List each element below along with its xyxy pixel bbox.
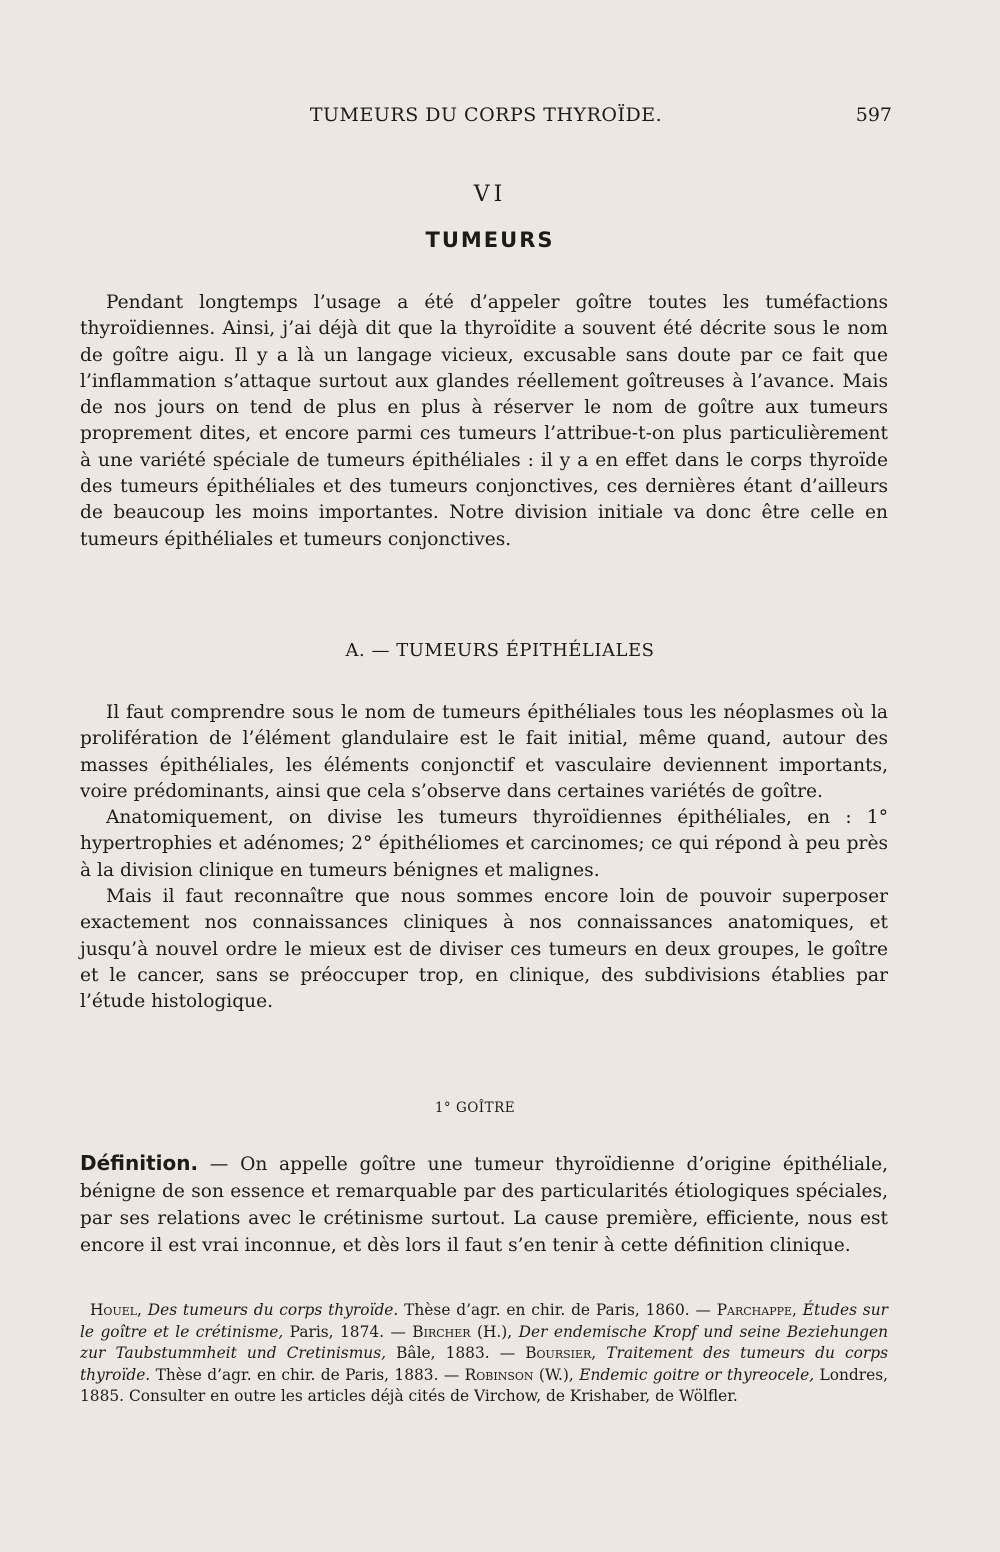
ref-title: Traitement des tumeurs du corps thyroïde. bbox=[80, 1344, 889, 1384]
footnote-paragraph bbox=[80, 1300, 888, 1408]
page-number: 597 bbox=[855, 104, 892, 126]
ref-author: Houel, bbox=[90, 1301, 142, 1319]
section-a-paragraph-2: Anatomiquement, on divise les tumeurs thyroïdiennes épithéliales, en : 1° hypertrophies et adénomes; 2° épithéliomes et carcinomes; ce qui répond à peu près à la division clinique en tumeurs bénignes et malignes. bbox=[80, 807, 888, 881]
intro-section bbox=[80, 290, 888, 553]
ref-author: Parchappe, bbox=[716, 1301, 797, 1319]
ref-details: Bâle, 1883. — bbox=[386, 1344, 526, 1362]
definition-text: — On appelle goître une tumeur thyroïdienne d’origine épithéliale, bénigne de son essence et remarquable par des particularités étiologiques spéciales, par ses relations avec le crétinisme surtout. La cause première, efficiente, nous est encore il est vrai inconnue, et dès lors il faut s’en tenir à cette définition clinique. bbox=[80, 1154, 888, 1256]
definition-term: Définition. bbox=[80, 1151, 199, 1175]
ref-title: Études sur le goître et le crétinisme, bbox=[80, 1301, 888, 1341]
ref-details: Thèse d’agr. en chir. de Paris, 1860. — bbox=[398, 1301, 717, 1319]
running-head bbox=[80, 104, 892, 134]
section-a-heading: A. — TUMEURS ÉPITHÉLIALES bbox=[345, 640, 655, 661]
ref-initial: (H.), bbox=[470, 1322, 519, 1341]
chapter-title: TUMEURS bbox=[425, 228, 555, 252]
ref-author: Boursier, bbox=[525, 1344, 597, 1362]
ref-details: Londres, 1885. Consulter en outre les articles déjà cités de Virchow, de Krishaber, de Wölfler. bbox=[80, 1365, 888, 1405]
subsection-goitre-heading: 1° GOÎTRE bbox=[434, 1100, 516, 1116]
section-a-body bbox=[80, 700, 888, 1016]
definition-paragraph bbox=[80, 1150, 888, 1259]
ref-title: Der endemische Kropf und seine Beziehungen zur Taubstummheit und Cretinismus, bbox=[80, 1322, 889, 1362]
ref-title: Des tumeurs du corps thyroïde. bbox=[147, 1301, 399, 1319]
bibliography-footnote bbox=[80, 1300, 888, 1408]
intro-paragraph: Pendant longtemps l’usage a été d’appeler goître toutes les tuméfactions thyroïdiennes. Ainsi, j’ai déjà dit que la thyroïdite a souvent été décrite sous le nom de goître aigu. Il y a là un langage vicieux, excusable sans doute par ce fait que l’inflammation s’attaque surtout aux glandes réellement goîtreuses à l’avance. Mais de nos jours on tend de plus en plus à réserver le nom de goître aux tumeurs proprement dites, et encore parmi ces tumeurs l’attribue-t-on plus particulièrement à une variété spéciale de tumeurs épithéliales : il y a en effet dans le corps thyroïde des tumeurs épithéliales et des tumeurs conjonctives, ces dernières étant d’ailleurs de beaucoup les moins importantes. Notre division initiale va donc être celle en tumeurs épithéliales et tumeurs conjonctives. bbox=[80, 292, 888, 550]
ref-author: Bircher bbox=[412, 1322, 471, 1341]
ref-details: Paris, 1874. — bbox=[283, 1322, 413, 1341]
ref-initial: (W.), bbox=[533, 1365, 580, 1384]
chapter-number: VI bbox=[473, 182, 507, 207]
definition-block bbox=[80, 1150, 888, 1259]
running-title: TUMEURS DU CORPS THYROÏDE. bbox=[309, 104, 663, 126]
ref-title: Endemic goitre or thyreocele, bbox=[579, 1365, 815, 1384]
section-a-paragraph-3: Mais il faut reconnaître que nous sommes encore loin de pouvoir superposer exactement nos connaissances cliniques à nos connaissances anatomiques, et jusqu’à nouvel ordre le mieux est de diviser ces tumeurs en deux groupes, le goître et le cancer, sans se préoccuper trop, en clinique, des subdivisions établies par l’étude histologique. bbox=[80, 886, 888, 1013]
ref-details: Thèse d’agr. en chir. de Paris, 1883. — bbox=[150, 1365, 465, 1384]
section-a-paragraph-1: Il faut comprendre sous le nom de tumeurs épithéliales tous les néoplasmes où la prolifération de l’élément glandulaire est le fait initial, même quand, autour des masses épithéliales, les éléments conjonctif et vasculaire deviennent importants, voire prédominants, ainsi que cela s’observe dans certaines variétés de goître. bbox=[80, 702, 888, 802]
ref-author: Robinson bbox=[464, 1365, 534, 1384]
